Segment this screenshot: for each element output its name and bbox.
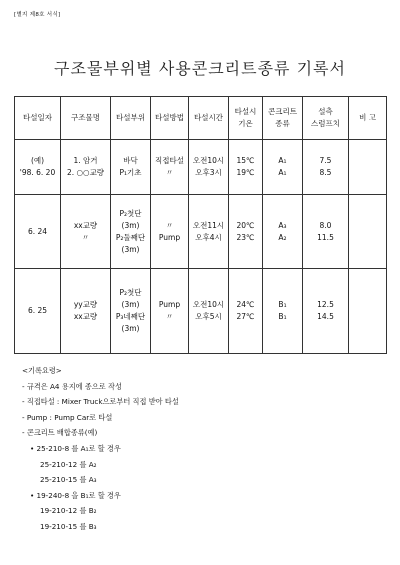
cell-text: P₂첫단 — [119, 208, 142, 218]
cell-text: 오전10시 — [192, 156, 225, 165]
column-header-text: 구조물명 — [71, 113, 100, 122]
table-row — [15, 269, 387, 354]
cell-part — [111, 140, 151, 195]
cell-temp — [229, 140, 263, 195]
cell-part — [111, 269, 151, 354]
cell-slump — [303, 140, 349, 195]
cell-text: 오후3시 — [195, 168, 222, 177]
note-line: <기록요령> — [22, 366, 62, 375]
cell-text: A₁ — [278, 168, 287, 177]
note-line: - 직접타설 : Mixer Truck으로부터 직접 받아 타설 — [22, 397, 179, 407]
note-line: 19-210-15 를 B₃ — [40, 521, 97, 531]
cell-slump — [303, 269, 349, 354]
column-header — [263, 97, 303, 140]
cell-text: 1. 암거 — [73, 156, 98, 165]
cell-text: Pump — [158, 232, 181, 242]
cell-text: P₂둘째단 — [115, 232, 146, 242]
cell-text: B₁ — [278, 300, 287, 309]
cell-text: 8.5 — [319, 168, 332, 177]
cell-text: 〃 — [165, 312, 174, 321]
cell-text: 12.5 — [317, 300, 334, 309]
cell-text: 오후4시 — [195, 232, 222, 242]
cell-date — [15, 140, 61, 195]
cell-text: 14.5 — [317, 312, 334, 321]
cell-text: xx교량 — [73, 312, 98, 321]
cell-slump — [303, 195, 349, 269]
cell-text: 〃 — [165, 168, 174, 177]
note-line: • 25-210-8 를 A₁로 할 경우 — [30, 443, 121, 453]
column-header-text: 비 고 — [359, 113, 376, 122]
cell-text: 오전11시 — [192, 220, 225, 230]
cell-text: (예) — [30, 156, 45, 165]
cell-remark — [349, 195, 387, 269]
cell-method — [151, 195, 189, 269]
cell-type — [263, 269, 303, 354]
cell-date — [15, 195, 61, 269]
column-header — [349, 97, 387, 140]
cell-type — [263, 140, 303, 195]
cell-method — [151, 269, 189, 354]
cell-text: (3m) — [121, 220, 140, 230]
cell-method — [151, 140, 189, 195]
column-header — [61, 97, 111, 140]
cell-date — [15, 269, 61, 354]
cell-temp — [229, 195, 263, 269]
table-row — [15, 195, 387, 269]
cell-text: (3m) — [121, 300, 140, 309]
cell-text: 직접타설 — [155, 156, 184, 165]
cell-text: 24℃ — [236, 300, 255, 309]
cell-text: B₁ — [278, 312, 287, 321]
cell-text: A₂ — [278, 232, 287, 242]
cell-time — [189, 140, 229, 195]
cell-text: Pump — [158, 300, 181, 309]
column-header-text: 기온 — [238, 119, 253, 128]
cell-text: yy교량 — [73, 300, 98, 309]
column-header-text: 타설일자 — [23, 113, 52, 122]
cell-text: A₃ — [278, 220, 287, 230]
column-header-text: 타설시간 — [194, 113, 223, 122]
table-row — [15, 140, 387, 195]
form-label: [별지 제8호 서식] — [14, 12, 61, 18]
column-header-text: 콘크리트 — [268, 107, 297, 116]
cell-part — [111, 195, 151, 269]
cell-text: 19℃ — [236, 168, 255, 177]
column-header — [229, 97, 263, 140]
cell-text: 오후5시 — [195, 312, 222, 321]
column-header — [303, 97, 349, 140]
note-line: 25-210-12 를 A₂ — [40, 459, 97, 469]
cell-text: P₃네째단 — [115, 312, 146, 321]
column-header — [15, 97, 61, 140]
column-header-text: 종류 — [275, 119, 290, 128]
cell-text: 6. 24 — [27, 226, 48, 236]
document-title: 구조물부위별 사용콘크리트종류 기록서 — [54, 59, 346, 78]
note-line: • 19-240-8 을 B₁로 할 경우 — [30, 490, 121, 500]
column-header — [189, 97, 229, 140]
column-header-text: 설측 — [318, 107, 333, 116]
cell-text: '98. 6. 20 — [19, 168, 56, 177]
cell-text: (3m) — [121, 244, 140, 254]
note-line: - 콘크리트 배합종류(예) — [22, 428, 98, 438]
note-line: 19-210-12 를 B₂ — [40, 506, 97, 516]
cell-text: 바닥 — [123, 156, 138, 165]
cell-text: xx교량 — [73, 220, 98, 230]
cell-structure — [61, 269, 111, 354]
cell-text: 2. ○○교량 — [66, 168, 105, 177]
cell-text: 11.5 — [317, 232, 334, 242]
column-header-text: 타설시 — [234, 107, 257, 116]
cell-text: 15℃ — [236, 156, 255, 165]
header-row — [15, 97, 387, 140]
cell-remark — [349, 269, 387, 354]
cell-time — [189, 195, 229, 269]
cell-text: 〃 — [81, 232, 90, 242]
column-header — [151, 97, 189, 140]
record-table — [14, 96, 387, 354]
cell-text: 〃 — [165, 220, 174, 230]
cell-text: P₁기초 — [119, 168, 142, 177]
notes-section — [22, 363, 179, 535]
cell-text: 8.0 — [319, 220, 332, 230]
cell-text: (3m) — [121, 324, 140, 333]
cell-text: 6. 25 — [27, 306, 48, 315]
column-header-text: 타설방법 — [155, 113, 184, 122]
cell-text: 27℃ — [236, 312, 255, 321]
column-header — [111, 97, 151, 140]
column-header-text: 스럼프치 — [311, 119, 340, 128]
cell-structure — [61, 195, 111, 269]
column-header-text: 타설부위 — [116, 113, 145, 122]
cell-text: 7.5 — [319, 156, 332, 165]
note-line: 25-210-15 를 A₃ — [40, 475, 97, 485]
cell-text: P₂첫단 — [119, 288, 142, 297]
cell-text: 오전10시 — [192, 300, 225, 309]
cell-structure — [61, 140, 111, 195]
note-line: - Pump : Pump Car로 타설 — [22, 412, 113, 422]
cell-temp — [229, 269, 263, 354]
cell-text: 20℃ — [236, 220, 255, 230]
cell-remark — [349, 140, 387, 195]
cell-time — [189, 269, 229, 354]
cell-text: A₁ — [278, 156, 287, 165]
cell-text: 23℃ — [236, 232, 255, 242]
note-line: - 규격은 A4 용지에 종으로 작성 — [22, 381, 122, 391]
cell-type — [263, 195, 303, 269]
